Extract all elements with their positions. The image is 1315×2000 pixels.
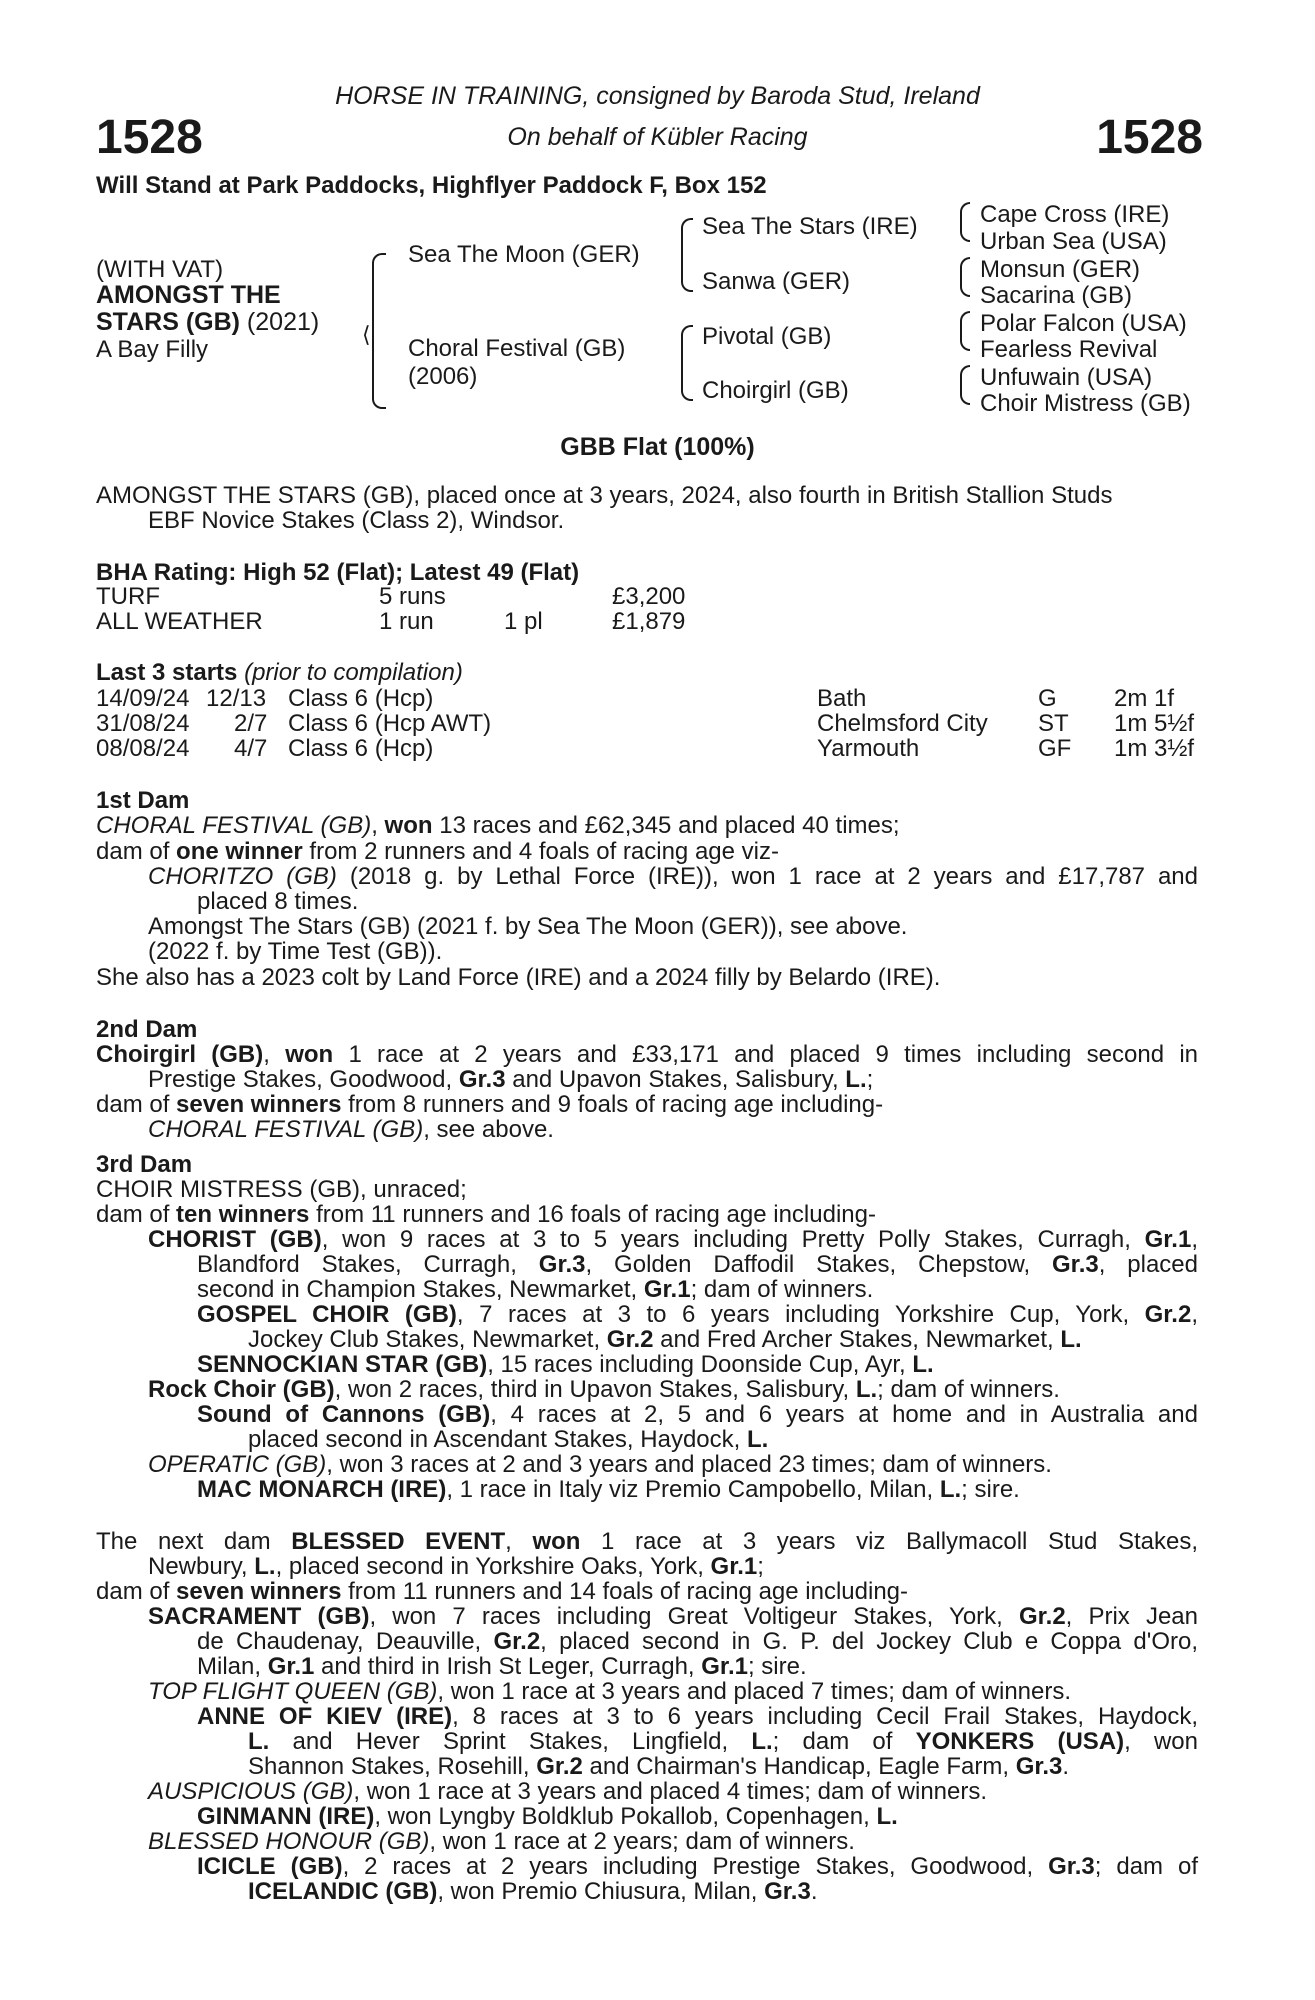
dam-name: BLESSED EVENT [291,1528,506,1555]
text: Prestige Stakes, Goodwood, [148,1066,459,1093]
horse-name: ICELANDIC (GB) [248,1878,438,1905]
sire-bracket-upper [681,218,693,256]
text: , Prix Jean [1065,1603,1198,1630]
grade: Gr.1 [1144,1226,1192,1253]
summary-line2: EBF Novice Stakes (Class 2), Windsor. [148,507,565,534]
start-date: 31/08/24 [96,710,190,737]
third-dam-line [148,1452,1052,1477]
surface: TURF [96,583,160,610]
text: , [1191,1301,1198,1328]
text: The next dam [96,1528,292,1555]
pedigree-bracket-lower [372,333,386,409]
grade: Gr.3 [1015,1753,1063,1780]
dam-bracket-lower [681,361,693,401]
second-dam-line [148,1117,554,1142]
next-dam-line [148,1554,764,1579]
grade: Gr.3 [764,1878,811,1905]
sire-sire: Sea The Stars (IRE) [702,213,918,240]
grade: Gr.3 [458,1066,506,1093]
start-course: Chelmsford City [817,710,988,737]
text: , 15 races including Doonside Cup, Ayr, [487,1351,913,1378]
start-class: Class 6 (Hcp) [288,735,434,762]
g-bracket-3b [960,329,970,351]
runs: 1 run [379,608,434,635]
text: Blandford Stakes, Curragh, [197,1251,539,1278]
text: placed second in Ascendant Stakes, Haydock, [248,1426,747,1453]
text: 1 race at 3 years viz Ballymacoll Stud Stakes, [580,1528,1198,1555]
g-bracket-2b [960,275,970,297]
text: , placed second in G. P. del Jockey Club e Coppa d'Oro, [540,1628,1198,1655]
horse-name: SACRAMENT (GB) [148,1603,370,1630]
next-dam-line [96,1529,1198,1554]
summary-line1: AMONGST THE STARS (GB), placed once at 3 years, 2024, also fourth in British Stallion Studs [96,482,1113,509]
first-dam-line [96,813,900,838]
grade: L. [939,1476,962,1503]
grandsire-7: Unfuwain (USA) [980,364,1153,391]
g-bracket-3a [960,311,970,331]
start-position: 12/13 [206,685,267,712]
start-position: 2/7 [234,710,268,737]
text: , won Lyngby Boldklub Pokallob, Copenhagen, [374,1803,877,1830]
start-going: G [1038,685,1057,712]
text: , won [1124,1728,1199,1755]
winners-count: seven winners [176,1091,342,1118]
last-starts-heading [96,660,463,685]
second-dam-heading: 2nd Dam [96,1016,198,1043]
third-dam-line [197,1402,1198,1427]
g-bracket-1b [960,220,970,242]
pedigree-bracket-point: ⟨ [362,322,371,347]
text: 1 race at 2 years and £33,171 and placed 9 times including second in [333,1041,1198,1068]
dam-name: CHORAL FESTIVAL (GB) [96,812,372,839]
third-dam-line [248,1327,1082,1352]
text: from 11 runners and 14 foals of racing age including- [341,1578,909,1605]
text: ; dam of [772,1728,916,1755]
text: second in Champion Stakes, Newmarket, [197,1276,644,1303]
next-dam-line [148,1779,987,1804]
bha-rating: BHA Rating: High 52 (Flat); Latest 49 (Flat) [96,559,580,586]
won-label: won [285,1041,334,1068]
next-dam-line [197,1854,1198,1879]
next-dam-line [197,1629,1198,1654]
horse-year: (2021) [239,308,320,336]
text: ; dam of winners. [877,1376,1060,1403]
text: and Hever Sprint Stakes, Lingfield, [269,1728,752,1755]
start-row [96,735,1195,762]
third-dam-line [197,1352,934,1377]
text: , [371,812,385,839]
won-label: won [384,812,433,839]
horse-name: AUSPICIOUS (GB) [148,1778,354,1805]
stand-location: Will Stand at Park Paddocks, Highflyer Paddock F, Box 152 [96,172,767,199]
foal-name: CHORITZO (GB) [148,863,337,890]
first-dam-line [148,864,1198,889]
horse-name: OPERATIC (GB) [148,1451,327,1478]
third-dam-heading: 3rd Dam [96,1151,193,1178]
next-dam-line [248,1729,1198,1754]
first-dam-line: (2022 f. by Time Test (GB)). [148,938,443,965]
surface: ALL WEATHER [96,608,263,635]
grade: L. [855,1376,878,1403]
foal-name: CHORAL FESTIVAL (GB) [148,1116,424,1143]
grade: Gr.2 [1144,1301,1192,1328]
horse-name: YONKERS (USA) [915,1728,1125,1755]
horse-description: A Bay Filly [96,336,209,363]
text: . [1062,1753,1070,1780]
text: and Fred Archer Stakes, Newmarket, [653,1326,1061,1353]
text: ; dam of winners. [690,1276,874,1303]
g-bracket-4a [960,365,970,385]
third-dam-line [197,1252,1198,1277]
granddam-2: Urban Sea (USA) [980,228,1167,255]
horse-name: TOP FLIGHT QUEEN (GB) [148,1678,438,1705]
winners-count: ten winners [176,1201,310,1228]
horse-name-line1: AMONGST THE [96,281,281,309]
horse-name: BLESSED HONOUR (GB) [148,1828,430,1855]
text: ; [866,1066,874,1093]
sire-bracket-lower [681,254,693,292]
start-course: Bath [817,685,867,712]
third-dam-line [197,1277,873,1302]
text: , won 7 races including Great Voltigeur Stakes, York, [369,1603,1019,1630]
horse-name: ICICLE (GB) [197,1853,343,1880]
next-dam-line [96,1579,908,1604]
won-label: won [532,1528,581,1555]
second-dam-line [96,1042,1198,1067]
next-dam-line [197,1804,898,1829]
first-dam-line [96,839,779,864]
text: , won Premio Chiusura, Milan, [437,1878,765,1905]
text: , Golden Daffodil Stakes, Chepstow, [585,1251,1053,1278]
third-dam-line [148,1377,1060,1402]
second-dam-line [96,1092,883,1117]
grade: L. [746,1426,769,1453]
start-class: Class 6 (Hcp AWT) [288,710,492,737]
consignor-subtitle: On behalf of Kübler Racing [507,123,808,151]
g-bracket-4b [960,383,970,405]
text: from 11 runners and 16 foals of racing age including- [309,1201,876,1228]
grade: L. [912,1351,934,1378]
first-dam-line: Amongst The Stars (GB) (2021 f. by Sea The Moon (GER)), see above. [148,913,908,940]
third-dam-line [197,1477,1020,1502]
text: , won 9 races at 3 to 5 years including Pretty Polly Stakes, Curragh, [321,1226,1145,1253]
text: , won 1 race at 2 years; dam of winners. [429,1828,855,1855]
text: (2018 g. by Lethal Force (IRE)), won 1 race at 2 years and £17,787 and [336,863,1199,890]
horse-name: CHORIST (GB) [148,1226,322,1253]
grade: Gr.1 [701,1653,748,1680]
grade: Gr.1 [710,1553,758,1580]
text: Shannon Stakes, Rosehill, [248,1753,537,1780]
horse-name-line2 [96,308,319,337]
rating-row-turf [96,583,686,610]
granddam-4: Sacarina (GB) [980,282,1133,309]
sire: Sea The Moon (GER) [408,241,640,268]
text: and Chairman's Handicap, Eagle Farm, [582,1753,1016,1780]
start-date: 08/08/24 [96,735,190,762]
text: , won 2 races, third in Upavon Stakes, Salisbury, [334,1376,856,1403]
first-dam-heading: 1st Dam [96,787,190,814]
third-dam-line: CHOIR MISTRESS (GB), unraced; [96,1176,467,1203]
next-dam-line [248,1754,1069,1779]
grade: Gr.1 [643,1276,691,1303]
pedigree-bracket-upper [372,253,386,335]
grade: L. [876,1803,898,1830]
runs: 5 runs [379,583,446,610]
dam-name: Choirgirl (GB) [96,1041,264,1068]
third-dam-line [248,1427,768,1452]
text: 13 races and £62,345 and placed 40 times; [432,812,900,839]
text: , won 3 races at 2 and 3 years and placed 23 times; dam of winners. [326,1451,1052,1478]
first-dam-line: placed 8 times. [197,888,359,915]
text: ; [757,1553,764,1580]
horse-name: STARS (GB) [96,308,240,336]
text: , placed second in Yorkshire Oaks, York, [275,1553,711,1580]
next-dam-line [148,1829,855,1854]
start-position: 4/7 [234,735,268,762]
second-dam-line [148,1067,873,1092]
last-starts-note: (prior to compilation) [237,659,463,686]
first-dam-line: She also has a 2023 colt by Land Force (IRE) and a 2024 filly by Belardo (IRE). [96,964,941,991]
placed: 1 pl [504,608,543,635]
third-dam-line [148,1227,1198,1252]
sire-dam: Sanwa (GER) [702,268,851,295]
dam-dam: Choirgirl (GB) [702,377,849,404]
text: and third in Irish St Leger, Curragh, [314,1653,702,1680]
text: , [263,1041,286,1068]
lot-number-right: 1528 [1096,111,1203,164]
gbb-eligibility: GBB Flat (100%) [560,433,755,461]
text: dam of [96,1201,177,1228]
granddam-8: Choir Mistress (GB) [980,390,1191,417]
third-dam-line [197,1302,1198,1327]
text: , 4 races at 2, 5 and 6 years at home and in Australia and [490,1401,1198,1428]
grade: L. [254,1553,276,1580]
g-bracket-2a [960,257,970,277]
grade: Gr.2 [536,1753,583,1780]
grade: L. [751,1728,773,1755]
text: Newbury, [148,1553,255,1580]
start-class: Class 6 (Hcp) [288,685,434,712]
next-dam-line [148,1679,1071,1704]
next-dam-line [248,1879,818,1904]
horse-name: GOSPEL CHOIR (GB) [197,1301,457,1328]
dam-year: (2006) [408,363,478,390]
text: , [505,1528,533,1555]
grade: Gr.3 [538,1251,586,1278]
start-going: GF [1038,735,1072,762]
text: , 8 races at 3 to 6 years including Cecil Frail Stakes, Haydock, [452,1703,1199,1730]
lot-number-left: 1528 [96,111,203,164]
granddam-6: Fearless Revival [980,336,1158,363]
start-row [96,710,1195,737]
grade: Gr.2 [1018,1603,1066,1630]
dam-sire: Pivotal (GB) [702,323,832,350]
text: and Upavon Stakes, Salisbury, [505,1066,846,1093]
text: , 7 races at 3 to 6 years including Yorkshire Cup, York, [456,1301,1145,1328]
next-dam-line [197,1704,1198,1729]
vat-note: (WITH VAT) [96,256,224,283]
text: , won 1 race at 3 years and placed 4 times; dam of winners. [353,1778,988,1805]
start-course: Yarmouth [817,735,920,762]
start-row [96,685,1175,712]
consignor-title: HORSE IN TRAINING, consigned by Baroda Stud, Ireland [335,82,980,110]
text: , 2 races at 2 years including Prestige Stakes, Goodwood, [342,1853,1049,1880]
winners-count: seven winners [176,1578,342,1605]
horse-name: GINMANN (IRE) [197,1803,375,1830]
last-starts-title: Last 3 starts [96,659,238,686]
dam: Choral Festival (GB) [408,335,626,362]
horse-name: Sound of Cannons (GB) [197,1401,491,1428]
grade: L. [1060,1326,1082,1353]
text: de Chaudenay, Deauville, [197,1628,494,1655]
text: ; sire. [961,1476,1020,1503]
start-distance: 1m 3½f [1114,735,1195,762]
text: , won 1 race at 3 years and placed 7 times; dam of winners. [437,1678,1072,1705]
text: ; dam of [1094,1853,1198,1880]
text: dam of [96,1091,177,1118]
text: , [1191,1226,1198,1253]
grade: Gr.2 [606,1326,654,1353]
text: Jockey Club Stakes, Newmarket, [248,1326,607,1353]
dam-bracket-upper [681,325,693,363]
third-dam-line [96,1202,876,1227]
text: . [810,1878,818,1905]
horse-name: SENNOCKIAN STAR (GB) [197,1351,488,1378]
g-bracket-1a [960,202,970,222]
rating-row-aw [96,608,686,635]
grandsire-3: Monsun (GER) [980,256,1141,283]
horse-name: ANNE OF KIEV (IRE) [197,1703,453,1730]
next-dam-line [197,1654,807,1679]
grade: Gr.2 [493,1628,541,1655]
text: , see above. [423,1116,554,1143]
text: , placed [1098,1251,1198,1278]
text: , 1 race in Italy viz Premio Campobello, Milan, [446,1476,940,1503]
grade: Gr.3 [1052,1251,1099,1278]
text: from 8 runners and 9 foals of racing age including- [341,1091,884,1118]
winners-count: one winner [176,838,303,865]
text: from 2 runners and 4 foals of racing age viz- [302,838,779,865]
horse-name: Rock Choir (GB) [148,1376,335,1403]
text: Milan, [197,1653,268,1680]
text: ; sire. [747,1653,807,1680]
grade: L. [248,1728,270,1755]
grandsire-1: Cape Cross (IRE) [980,201,1170,228]
grade: L. [845,1066,867,1093]
start-distance: 1m 5½f [1114,710,1195,737]
prize: £3,200 [612,583,686,610]
start-distance: 2m 1f [1114,685,1175,712]
start-date: 14/09/24 [96,685,190,712]
next-dam-line [148,1604,1198,1629]
grandsire-5: Polar Falcon (USA) [980,310,1187,337]
horse-name: MAC MONARCH (IRE) [197,1476,447,1503]
text: dam of [96,838,177,865]
start-going: ST [1038,710,1069,737]
prize: £1,879 [612,608,686,635]
grade: Gr.3 [1048,1853,1095,1880]
text: dam of [96,1578,177,1605]
grade: Gr.1 [267,1653,315,1680]
